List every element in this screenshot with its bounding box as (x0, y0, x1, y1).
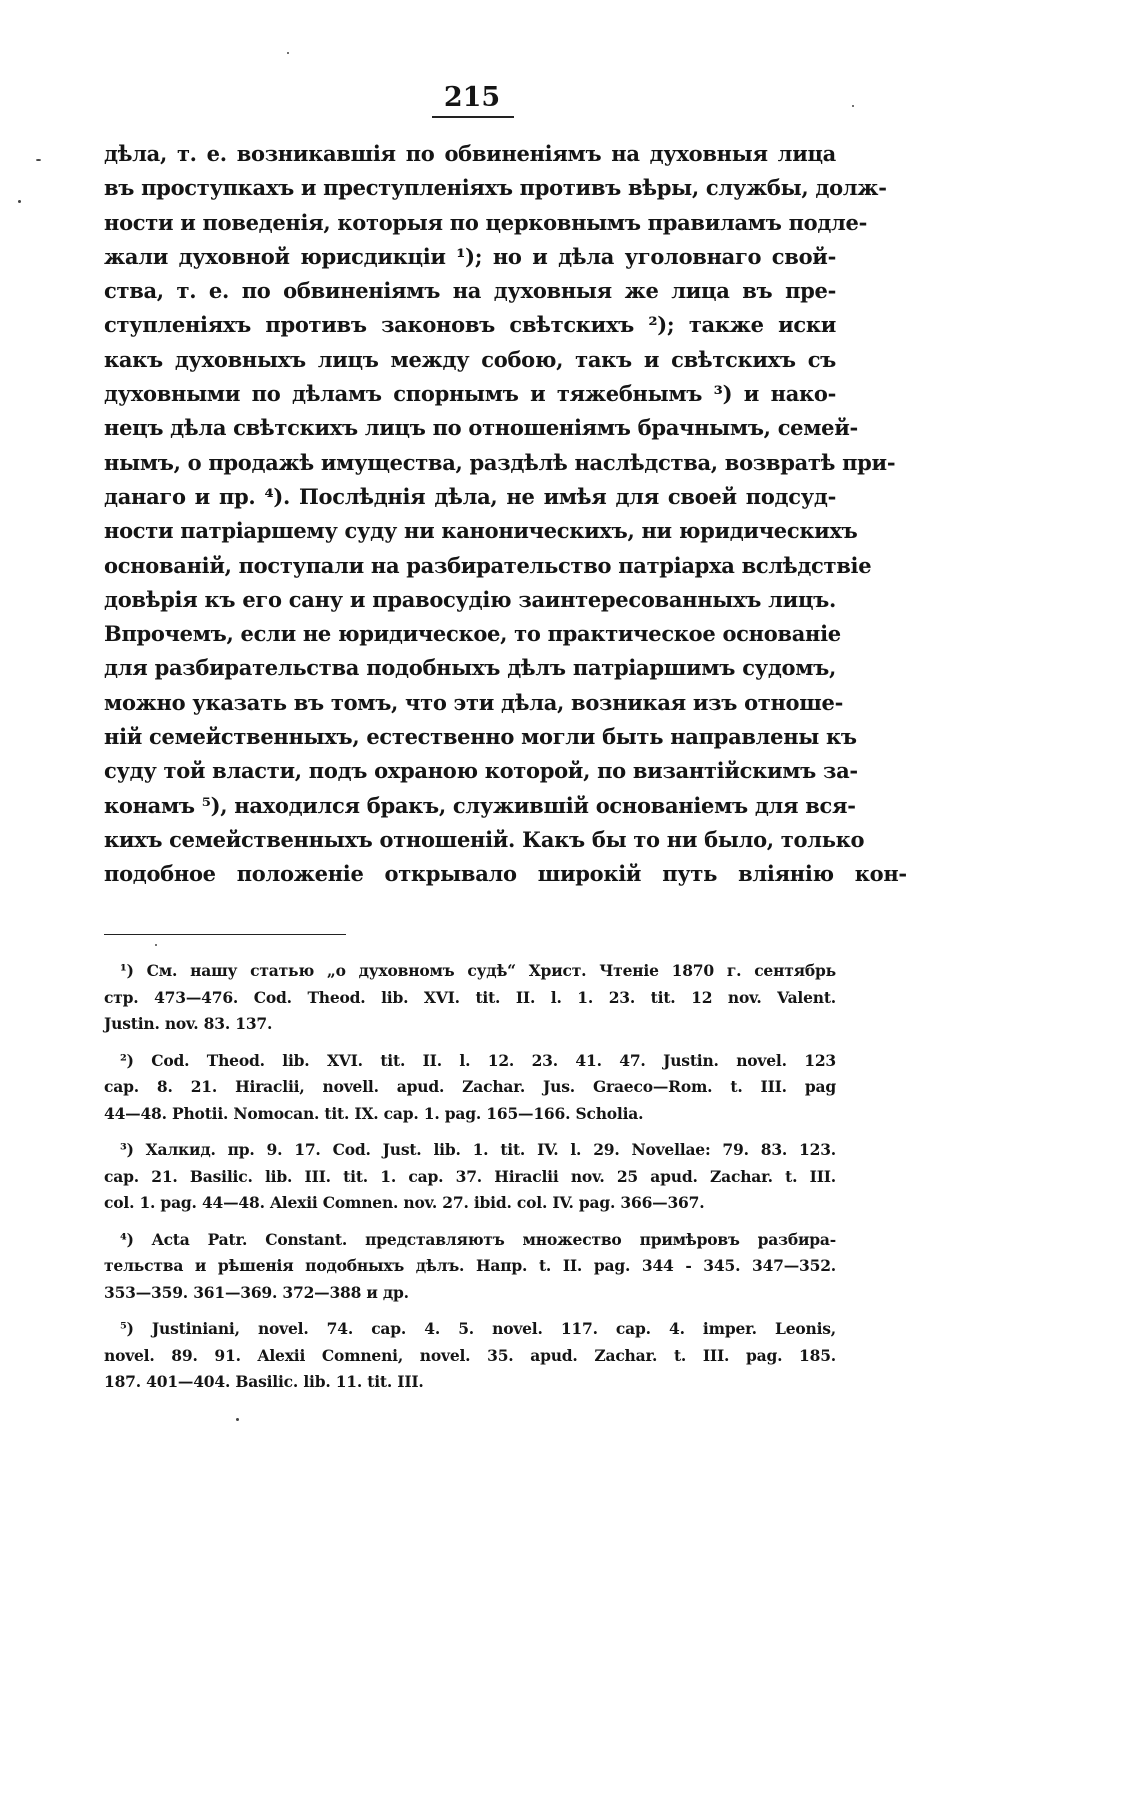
text-line: ности и поведенія, которыя по церковнымъ правиламъ подле- (104, 209, 868, 235)
text-line: нецъ дѣла свѣтскихъ лицъ по отношеніямъ брачнымъ, семей- (104, 415, 858, 441)
footnote-line: 44—48. Photii. Nomocan. tit. IX. cap. 1. pag. 165—166. Scholia. (104, 1103, 644, 1123)
footnote (104, 1227, 836, 1307)
footnote (104, 1137, 836, 1217)
text-line: жали духовной юрисдикціи ¹); но и дѣла уголовнаго свой- (104, 243, 836, 269)
text-line: духовными по дѣламъ спорнымъ и тяжебнымъ ³) и нако- (104, 381, 836, 407)
text-line: нымъ, о продажѣ имущества, раздѣлѣ наслѣдства, возвратѣ при- (104, 449, 896, 475)
footnotes (104, 958, 836, 1406)
scan-speck (18, 200, 21, 203)
footnote-line: col. 1. pag. 44—48. Alexii Comnen. nov. 27. ibid. col. IV. pag. 366—367. (104, 1193, 705, 1212)
footnote-line: ¹) См. нашу статью „о духовномъ судѣ“ Христ. Чтеніе 1870 г. сентябрь (120, 961, 836, 980)
text-line: какъ духовныхъ лицъ между собою, такъ и свѣтскихъ съ (104, 346, 836, 372)
footnote (104, 958, 836, 1038)
text-line: довѣрія къ его сану и правосудію заинтересованныхъ лицъ. (104, 586, 836, 612)
text-line: конамъ ⁵), находился бракъ, служившій основаніемъ для вся- (104, 792, 856, 818)
page-number-underline (432, 116, 514, 118)
footnote (104, 1316, 836, 1396)
text-line: дѣла, т. е. возникавшія по обвиненіямъ на духовныя лица (104, 141, 836, 166)
footnote-line: 353—359. 361—369. 372—388 и др. (104, 1282, 409, 1302)
footnote (104, 1048, 836, 1128)
text-line: ній семейственныхъ, естественно могли быть направлены къ (104, 724, 857, 750)
footnote-line: 187. 401—404. Basilic. lib. 11. tit. III. (104, 1372, 424, 1391)
text-line: ности патріаршему суду ни каноническихъ, ни юридическихъ (104, 518, 858, 544)
text-line: подобное положеніе открывало широкій путь вліянію кон- (104, 861, 907, 887)
scan-speck (236, 1418, 239, 1421)
scan-speck (36, 159, 41, 161)
text-line: Впрочемъ, если не юридическое, то практическое основаніе (104, 621, 841, 647)
footnote-separator (104, 934, 346, 935)
scan-speck (155, 944, 157, 946)
footnote-line: стр. 473—476. Cod. Theod. lib. XVI. tit. II. l. 1. 23. tit. 12 nov. Valent. (104, 987, 836, 1007)
text-line: основаній, поступали на разбирательство патріарха вслѣдствіе (104, 552, 872, 578)
footnote-line: Justin. nov. 83. 137. (104, 1014, 273, 1033)
text-line: для разбирательства подобныхъ дѣлъ патріаршимъ судомъ, (104, 655, 836, 681)
text-line: въ проступкахъ и преступленіяхъ противъ вѣры, службы, долж- (104, 175, 887, 201)
footnote-line: cap. 21. Basilic. lib. III. tit. 1. cap. 37. Hiraclii nov. 25 apud. Zachar. t. III. (104, 1166, 836, 1186)
text-line: ства, т. е. по обвиненіямъ на духовныя же лица въ пре- (104, 278, 836, 304)
footnote-line: ⁴) Acta Patr. Constant. представляютъ множество примѣровъ разбира- (120, 1229, 836, 1249)
text-line: ступленіяхъ противъ законовъ свѣтскихъ ²); также иски (104, 312, 836, 338)
footnote-line: novel. 89. 91. Alexii Comneni, novel. 35. apud. Zachar. t. III. pag. 185. (104, 1345, 836, 1365)
footnote-line: cap. 8. 21. Hiraclii, novell. apud. Zachar. Jus. Graeco—Rom. t. III. pag (104, 1077, 836, 1096)
footnote-line: тельства и рѣшенія подобныхъ дѣлъ. Напр. t. II. pag. 344 - 345. 347—352. (104, 1256, 836, 1275)
text-line: кихъ семейственныхъ отношеній. Какъ бы то ни было, только (104, 826, 865, 852)
footnote-line: ⁵) Justiniani, novel. 74. cap. 4. 5. novel. 117. cap. 4. imper. Leonis, (120, 1319, 836, 1338)
text-line: данаго и пр. ⁴). Послѣднія дѣла, не имѣя для своей подсуд- (104, 483, 836, 509)
scan-speck (852, 105, 854, 107)
text-line: суду той власти, подъ охраною которой, по византійскимъ за- (104, 758, 858, 784)
page-number: 215 (443, 82, 501, 113)
footnote-line: ³) Халкид. пр. 9. 17. Cod. Just. lib. 1. tit. IV. l. 29. Novellae: 79. 83. 123. (120, 1140, 836, 1159)
scan-speck (287, 52, 289, 54)
footnote-line: ²) Cod. Theod. lib. XVI. tit. II. l. 12. 23. 41. 47. Justin. novel. 123 (120, 1050, 836, 1070)
main-text (104, 137, 907, 892)
text-line: можно указать въ томъ, что эти дѣла, возникая изъ отноше- (104, 689, 844, 715)
